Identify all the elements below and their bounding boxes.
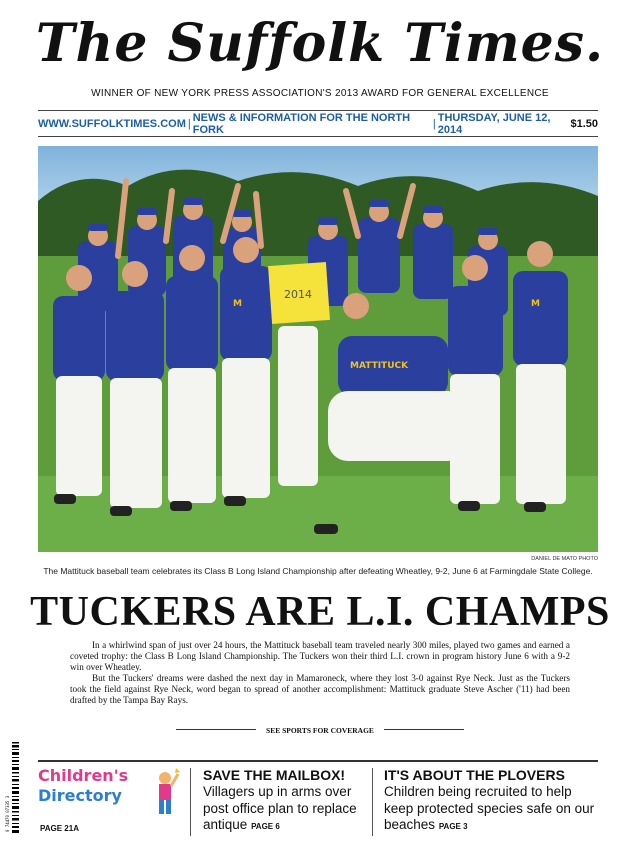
separator: | (432, 118, 436, 130)
story-paragraph: But the Tuckers' dreams were dashed the next day in Mamaroneck, where they lost 3-0 against Rye Neck. Just as the Tuckers took the field against Rye Neck, word began to spread of another accomplishment: Mattituck graduate Steve Ascher ('11) had been drafted by the Tampa Bay Rays. (70, 673, 570, 706)
kids-title-line1: Children's (38, 766, 129, 785)
svg-text:M: M (233, 299, 242, 309)
divider (38, 760, 598, 762)
lead-story-body (70, 640, 570, 707)
story-paragraph: In a whirlwind span of just over 24 hours, the Mattituck baseball team traveled nearly 300 miles, played two games and earned a coveted trophy: the Class B Long Island Championship. The Tuckers won their third L.I. crown in program history June 6 with a 9-2 win over Wheatley. (70, 640, 570, 673)
issue-date: THURSDAY, JUNE 12, 2014 (437, 112, 551, 136)
barcode-number: 0 74470 07335 3 (5, 795, 10, 832)
team-photo (38, 146, 598, 552)
issue-price: $1.50 (570, 118, 598, 130)
teaser-kicker: SAVE THE MAILBOX! (203, 767, 346, 783)
award-line: WINNER OF NEW YORK PRESS ASSOCIATION'S 2013 AWARD FOR GENERAL EXCELLENCE (91, 88, 549, 99)
coverage-note (0, 720, 640, 738)
teaser-mailbox[interactable] (203, 766, 371, 836)
kid-figure-icon (150, 768, 180, 818)
teaser-deck: Children being recruited to help keep protected species safe on our beaches (384, 784, 595, 832)
teaser-page-ref: PAGE 6 (251, 822, 280, 831)
jersey-lettering: MATTITUCK (350, 361, 409, 371)
kids-title-line2: Directory (38, 786, 122, 805)
divider (190, 768, 191, 836)
teaser-plovers[interactable] (384, 766, 598, 836)
childrens-directory-promo[interactable] (38, 766, 180, 836)
divider (38, 136, 598, 137)
photo-credit: DANIEL DE MATO PHOTO (531, 556, 598, 562)
team-photo-illustration (38, 146, 598, 552)
sign-text: 2014 (284, 288, 312, 301)
masthead-title: The Suffolk Times. (35, 13, 605, 74)
divider (176, 729, 256, 730)
teaser-kicker: IT'S ABOUT THE PLOVERS (384, 767, 565, 783)
teaser-deck: Villagers up in arms over post office plan to replace antique (203, 784, 357, 832)
divider (38, 110, 598, 111)
website-link[interactable]: WWW.SUFFOLKTIMES.COM (38, 118, 186, 130)
kids-page-ref: PAGE 21A (40, 824, 79, 833)
svg-text:M: M (531, 299, 540, 309)
photo-caption: The Mattituck baseball team celebrates its Class B Long Island Championship after defeating Wheatley, 9-2, June 6 at Farmingdale State College. (43, 566, 593, 576)
barcode-icon (3, 740, 21, 835)
divider (372, 768, 373, 836)
lead-headline: TUCKERS ARE L.I. CHAMPS (30, 589, 610, 635)
teaser-page-ref: PAGE 3 (438, 822, 468, 831)
separator: | (187, 118, 191, 130)
coverage-label: SEE SPORTS FOR COVERAGE (266, 726, 374, 735)
info-bar (38, 114, 598, 134)
section-label: NEWS & INFORMATION FOR THE NORTH FORK (192, 112, 411, 136)
divider (384, 729, 464, 730)
